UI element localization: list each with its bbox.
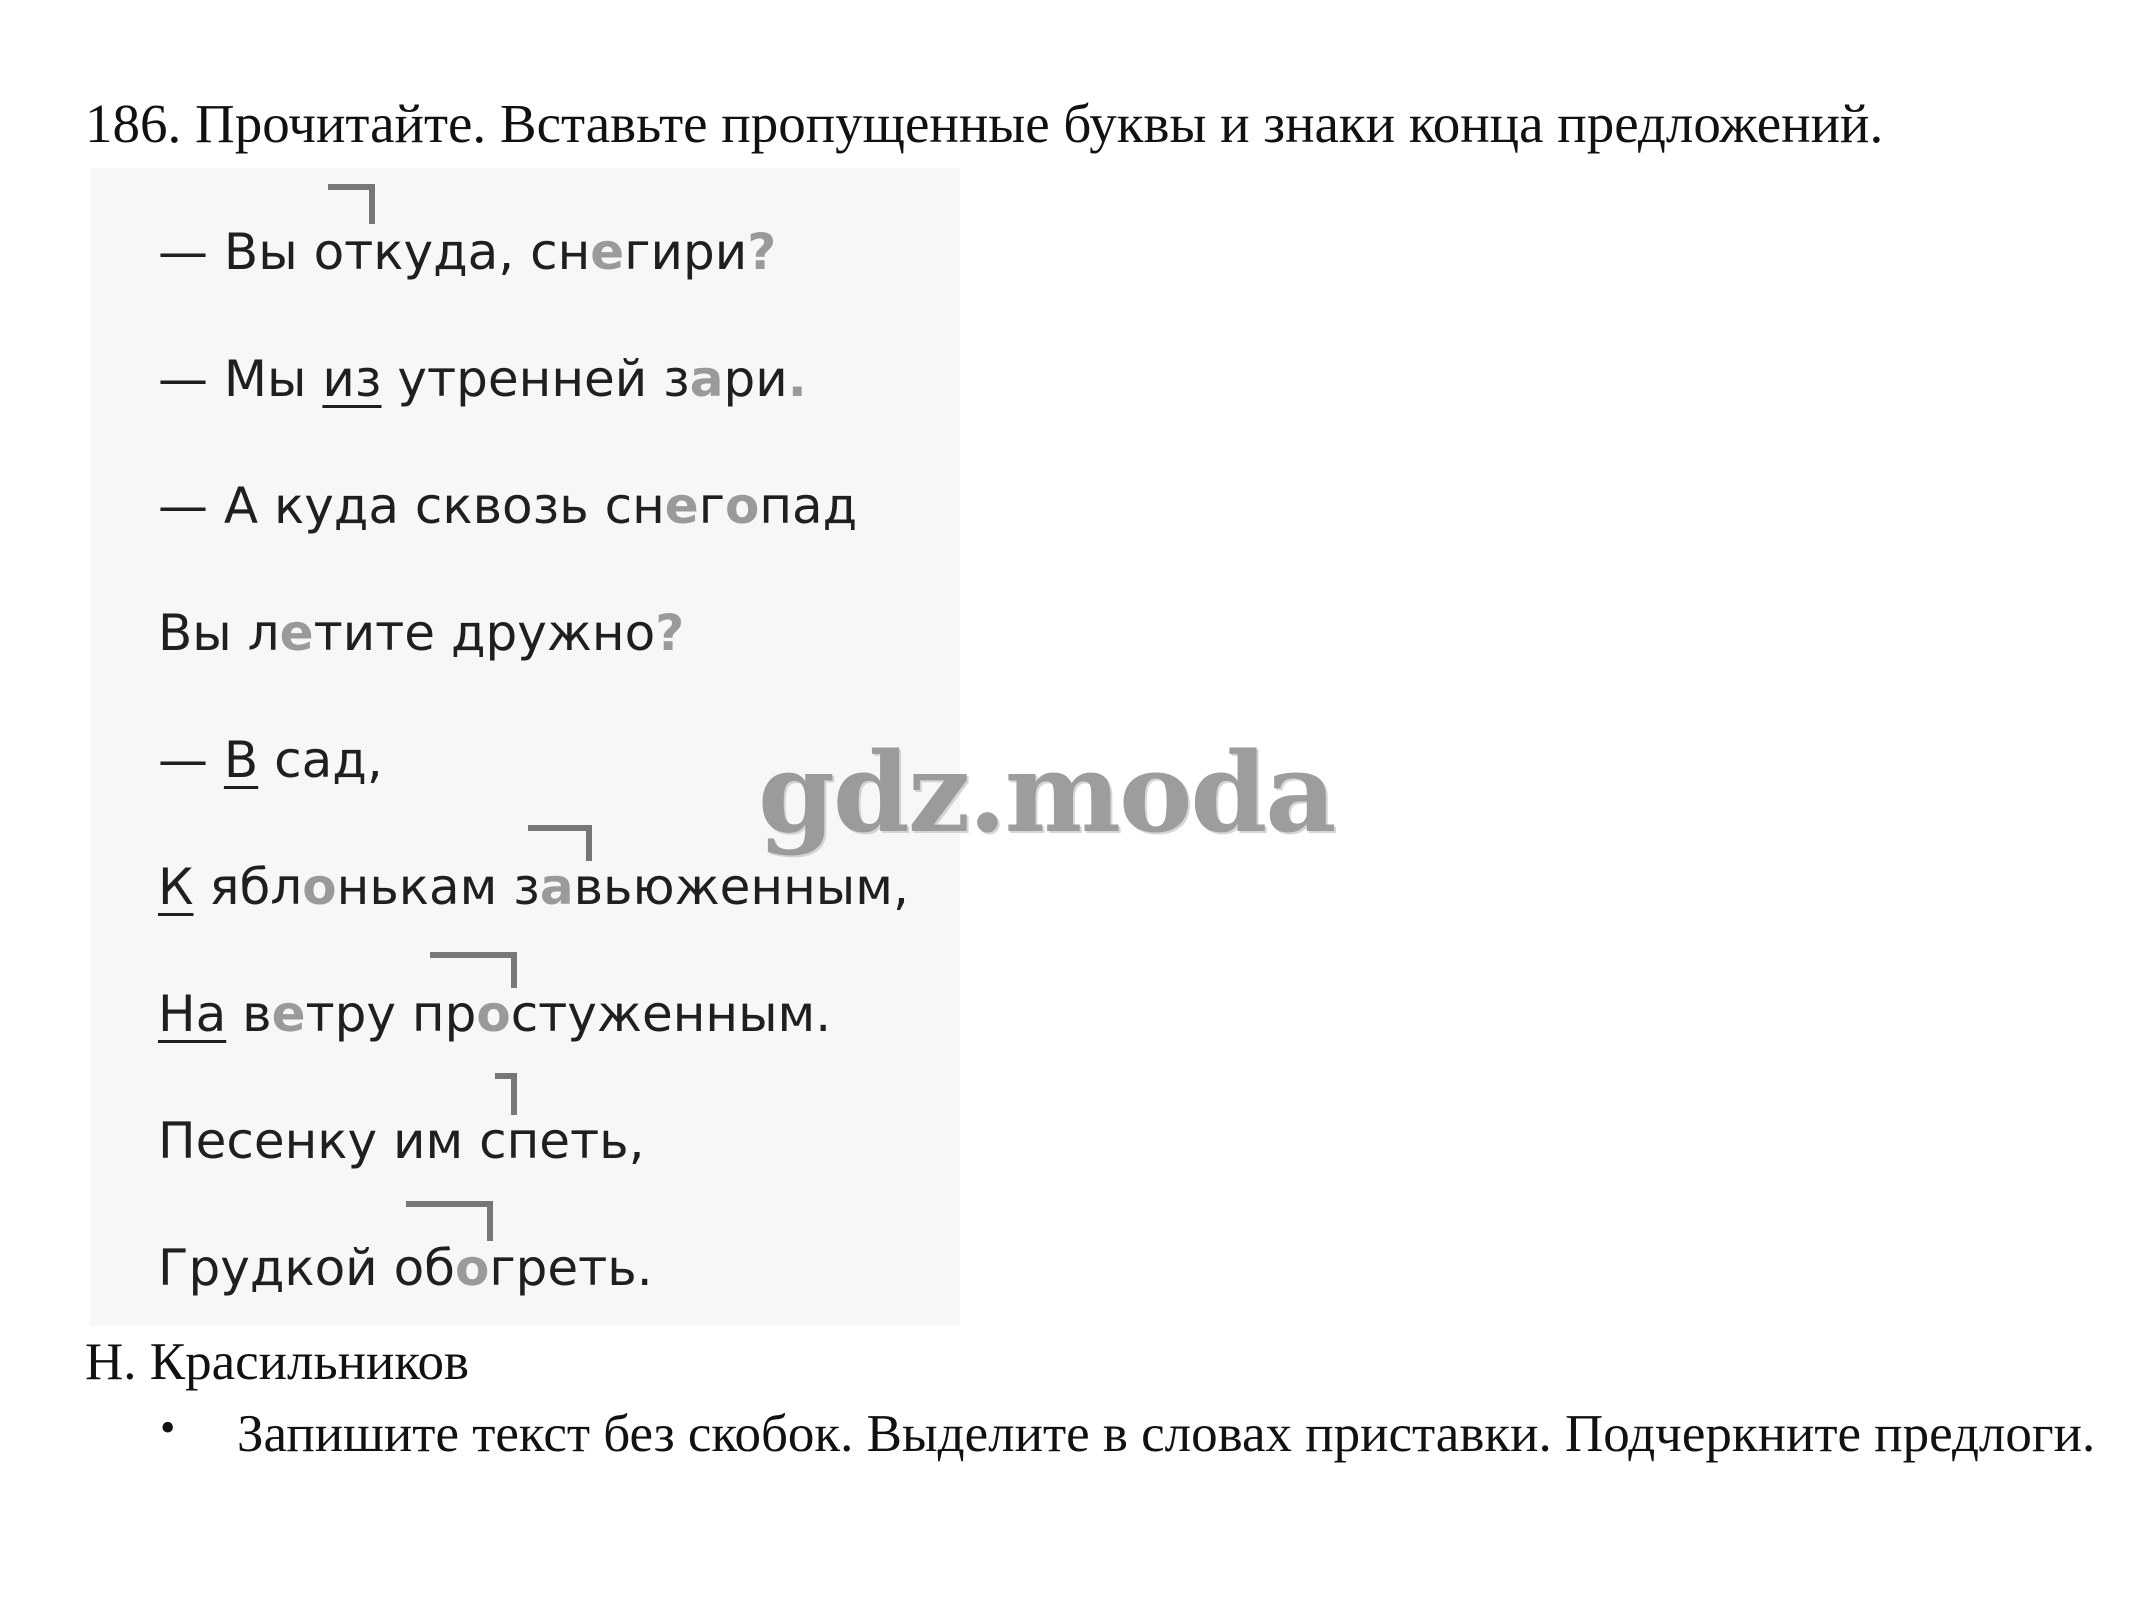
prefix-mark	[328, 184, 375, 224]
text-part: вьюженным,	[573, 858, 909, 916]
text-part: в	[226, 985, 272, 1043]
inserted-letter: о	[476, 985, 511, 1043]
text-part: тру пр	[305, 985, 477, 1043]
poem-line-6	[158, 858, 909, 916]
prefix-mark	[528, 825, 592, 861]
prefix-mark	[495, 1073, 517, 1115]
dash: —	[158, 350, 224, 408]
preposition-underlined: К	[158, 858, 194, 916]
watermark-logo: gdz.moda	[758, 728, 1335, 857]
bullet-icon: •	[160, 1403, 176, 1452]
inserted-letter: о	[302, 858, 337, 916]
text-part: пад	[759, 477, 858, 535]
inserted-letter: е	[271, 985, 306, 1043]
text-part: А куда сквозь сн	[223, 477, 665, 535]
text-part: Мы	[223, 350, 323, 408]
poem-line-1	[158, 223, 777, 281]
inserted-letter: о	[724, 477, 760, 535]
poem-line-4	[158, 604, 685, 662]
text-part: ри	[723, 350, 788, 408]
text-part: тите дружно	[313, 604, 656, 662]
inserted-punctuation: ?	[655, 604, 685, 662]
dash: —	[158, 223, 224, 281]
prefix-mark	[430, 952, 517, 988]
text-part: утренней з	[381, 350, 690, 408]
poem-line-7	[158, 985, 832, 1043]
poem-line-9	[158, 1239, 653, 1297]
text-part: нькам з	[336, 858, 540, 916]
task-title: 186. Прочитайте. Вставьте пропущенные буквы и знаки конца предложений.	[85, 93, 1884, 154]
inserted-letter: е	[279, 604, 314, 662]
preposition-underlined: из	[322, 350, 382, 408]
inserted-letter: о	[455, 1239, 490, 1297]
text-part: греть.	[489, 1239, 653, 1297]
preposition-underlined: В	[223, 731, 259, 789]
inserted-letter: е	[664, 477, 699, 535]
text-part: стуженным.	[510, 985, 832, 1043]
text-part: Песенку им спеть,	[158, 1112, 645, 1170]
inserted-letter: е	[590, 223, 625, 281]
inserted-punctuation: .	[787, 350, 807, 408]
text-part: Вы л	[158, 604, 280, 662]
dash: —	[158, 477, 224, 535]
poem-line-2	[158, 350, 807, 408]
text-part: гири	[624, 223, 748, 281]
text-part: сад,	[258, 731, 383, 789]
inserted-letter: а	[689, 350, 724, 408]
text-part: Вы откуда, сн	[223, 223, 591, 281]
text-part: Грудкой об	[158, 1239, 455, 1297]
prefix-mark	[406, 1201, 493, 1241]
poem-line-3	[158, 477, 858, 535]
inserted-punctuation: ?	[747, 223, 777, 281]
text-part: ябл	[193, 858, 303, 916]
preposition-underlined: На	[158, 985, 227, 1043]
poem-line-8	[158, 1112, 645, 1170]
assignment-text: Запишите текст без скобок. Выделите в словах приставки. Подчеркните предлоги.	[237, 1405, 2096, 1463]
text-part: г	[698, 477, 725, 535]
dash: —	[158, 731, 224, 789]
poem-author: Н. Красильников	[85, 1333, 469, 1391]
inserted-letter: а	[539, 858, 574, 916]
poem-line-5	[158, 731, 383, 789]
